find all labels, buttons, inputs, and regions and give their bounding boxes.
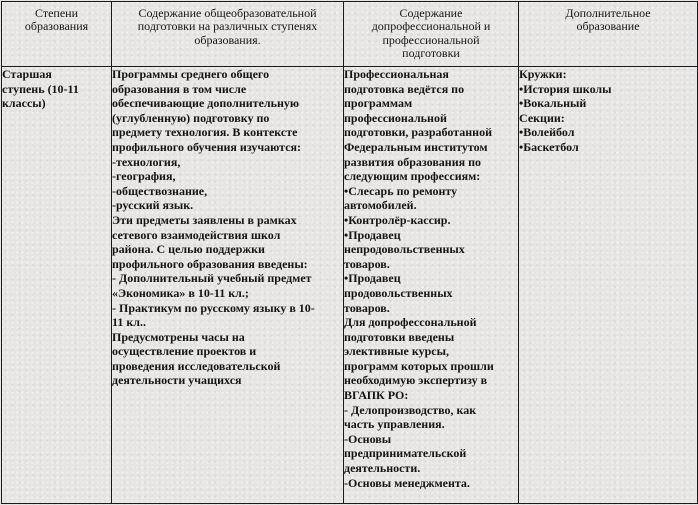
cell-line: - Практикум по русскому языку в 10- xyxy=(112,300,315,315)
header-general-education-content: Содержание общеобразовательной подготовки на различных ступенях образования. xyxy=(112,2,344,67)
header-professional-training-content: Содержание допрофессиональной и профессиональной подготовки xyxy=(344,2,519,67)
cell-line: •Продавец xyxy=(344,271,401,286)
cell-line: •Слесарь по ремонту xyxy=(344,183,458,198)
cell-line: -обществознание, xyxy=(112,183,208,198)
cell-line: Программы среднего общего xyxy=(112,67,270,81)
cell-line: обеспечивающие дополнительную xyxy=(112,96,300,111)
cell-line: •Контролёр-кассир. xyxy=(344,212,451,227)
cell-line: сетевого взаимодействия школ xyxy=(112,227,281,242)
cell-line: продовольственных xyxy=(344,285,453,300)
cell-line: района. С целью поддержки xyxy=(112,242,265,257)
cell-line: ВГАПК РО: xyxy=(344,388,409,403)
cell-general-education xyxy=(112,67,344,504)
cell-line: программ которых прошли xyxy=(344,358,494,373)
cell-line: осуществление проектов и xyxy=(112,344,257,359)
cell-line: элективные курсы, xyxy=(344,344,449,359)
cell-line: 11 кл.. xyxy=(112,315,146,330)
cell-line: Секции: xyxy=(519,110,565,125)
cell-line: программам xyxy=(344,96,413,111)
cell-line: -Основы менеджмента. xyxy=(344,475,470,490)
cell-line: подготовки введены xyxy=(344,329,455,344)
table-row xyxy=(2,67,698,504)
cell-line: -технология, xyxy=(112,154,181,169)
cell-line: Эти предметы заявлены в рамках xyxy=(112,212,297,227)
cell-line: (углубленную) подготовку по xyxy=(112,110,270,125)
cell-line: деятельности. xyxy=(344,461,421,476)
cell-line: профильного образования введены: xyxy=(112,256,308,271)
header-row xyxy=(2,2,698,67)
cell-line: образования в том числе xyxy=(112,81,247,96)
cell-line: необходимую экспертизу в xyxy=(344,373,488,388)
cell-line: товаров. xyxy=(344,300,390,315)
cell-line: Предусмотрены часы на xyxy=(112,329,245,344)
header-additional-education: Дополнительное образование xyxy=(519,2,698,67)
cell-line: -русский язык. xyxy=(112,198,194,213)
cell-line: подготовки, разработанной xyxy=(344,125,493,140)
cell-line: предпринимательской xyxy=(344,446,467,461)
education-table xyxy=(1,1,698,504)
cell-line: часть управления. xyxy=(344,417,445,432)
cell-line: товаров. xyxy=(344,256,390,271)
cell-line: - Делопроизводство, как xyxy=(344,402,477,417)
cell-line: •Баскетбол xyxy=(519,139,579,154)
cell-line: непродовольственных xyxy=(344,242,465,257)
cell-line: предмету технология. В контексте xyxy=(112,125,298,140)
cell-line: проведения исследовательской xyxy=(112,358,281,373)
cell-line: подготовка ведётся по xyxy=(344,81,465,96)
cell-line: профессиональной xyxy=(344,110,447,125)
header-education-level: Степени образования xyxy=(2,2,112,67)
cell-line: следующим профессиям: xyxy=(344,169,481,184)
cell-line: •Волейбол xyxy=(519,125,575,140)
cell-additional-education xyxy=(519,67,698,504)
cell-line: ступень (10-11 xyxy=(2,81,79,96)
cell-education-level xyxy=(2,67,112,504)
cell-line: - Дополнительный учебный предмет xyxy=(112,271,312,286)
cell-line: •Продавец xyxy=(344,227,401,242)
cell-line: Федеральным институтом xyxy=(344,139,488,154)
cell-line: развития образования по xyxy=(344,154,482,169)
cell-line: Для допрофессональной xyxy=(344,315,477,330)
cell-line: •Вокальный xyxy=(519,96,587,111)
cell-line: автомобилей. xyxy=(344,198,417,213)
cell-line: Профессиональная xyxy=(344,67,449,81)
cell-line: деятельности учащихся xyxy=(112,373,242,388)
cell-line: Кружки: xyxy=(519,67,567,81)
cell-line: -география, xyxy=(112,169,176,184)
cell-line: •История школы xyxy=(519,81,612,96)
cell-line: -Основы xyxy=(344,431,392,446)
cell-professional-training xyxy=(344,67,519,504)
cell-line: классы) xyxy=(2,96,46,111)
cell-line: Старшая xyxy=(2,67,52,81)
cell-line: профильного обучения изучаются: xyxy=(112,139,302,154)
cell-line: «Экономика» в 10-11 кл.; xyxy=(112,285,249,300)
